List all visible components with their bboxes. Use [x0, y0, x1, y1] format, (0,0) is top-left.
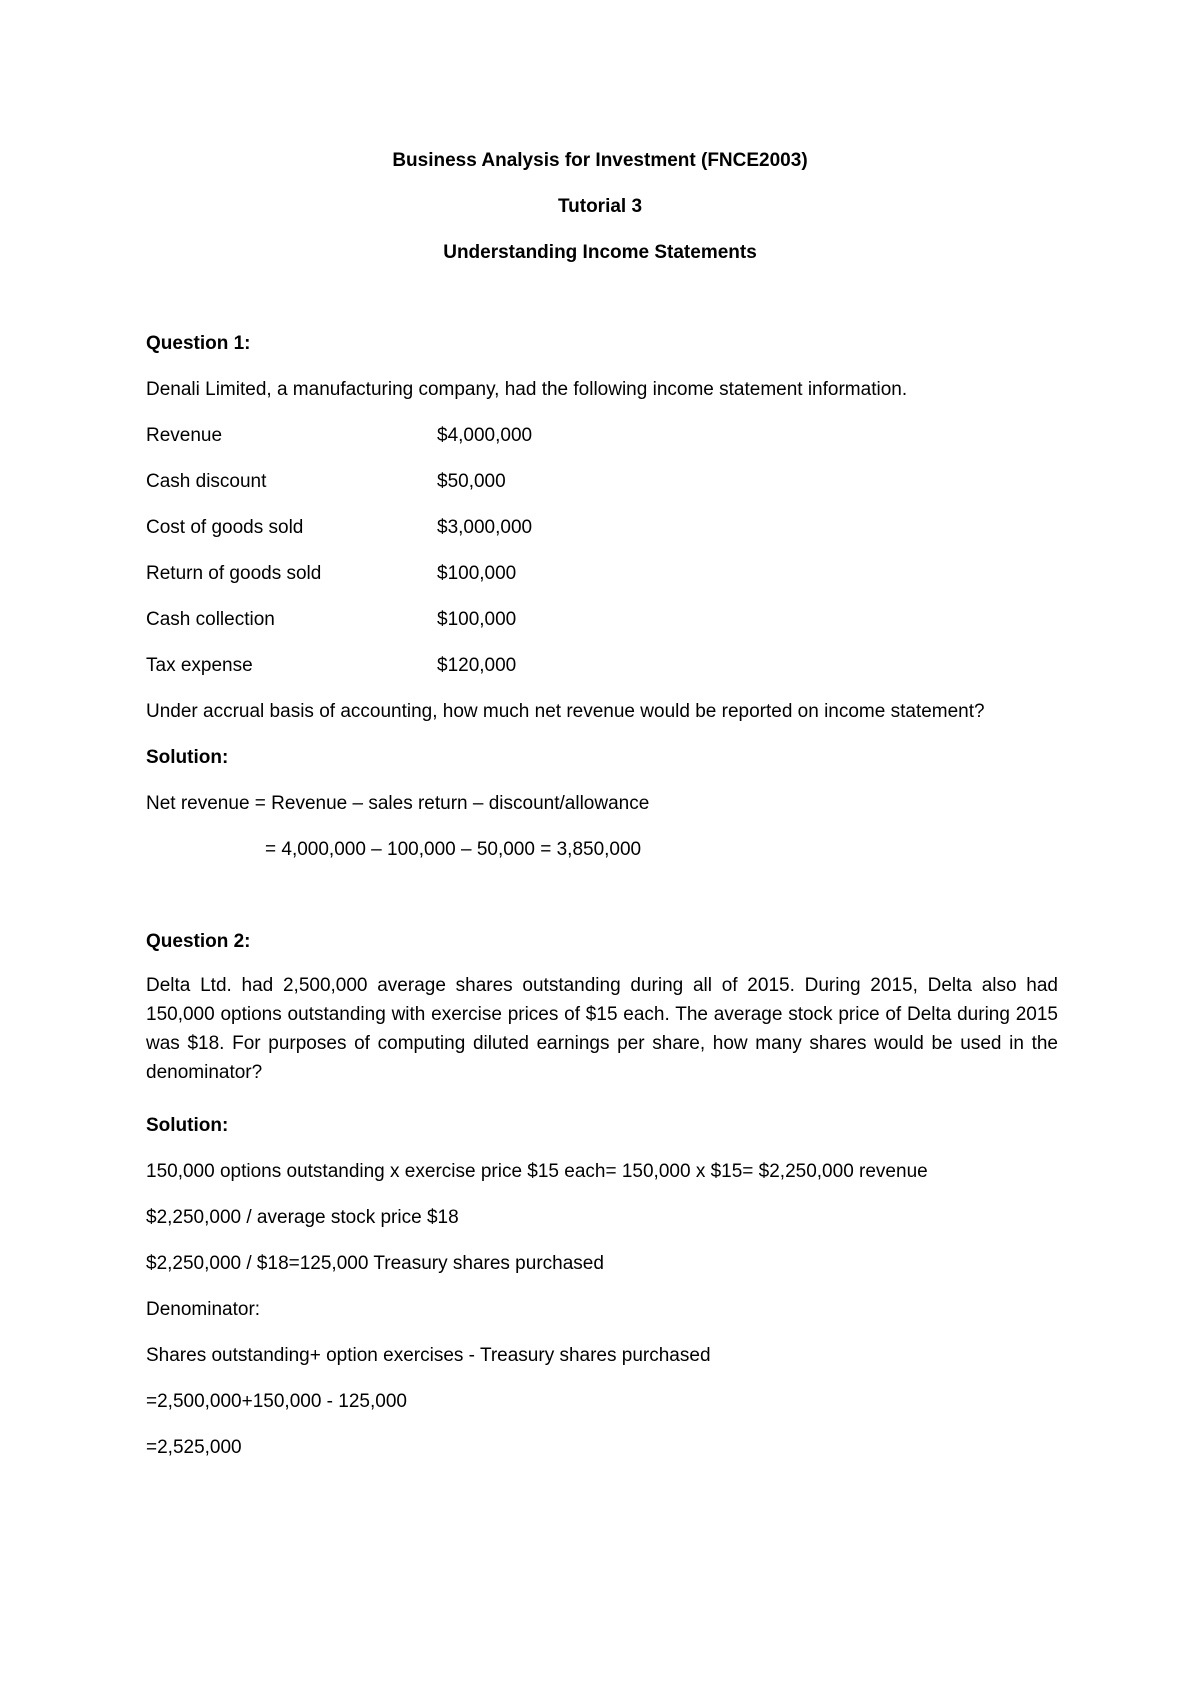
row-label-revenue: Revenue	[146, 425, 223, 446]
course-title: Business Analysis for Investment (FNCE2003)	[392, 150, 808, 171]
row-label-cogs: Cost of goods sold	[146, 517, 304, 538]
row-value-return: $100,000	[437, 563, 517, 584]
tutorial-title: Tutorial 3	[557, 196, 643, 217]
question-2-solution-heading: Solution:	[146, 1115, 229, 1136]
row-label-return: Return of goods sold	[146, 563, 322, 584]
row-value-tax: $120,000	[437, 655, 517, 676]
question-1-formula: Net revenue = Revenue – sales return – discount/allowance	[146, 793, 650, 814]
solution-line-1: 150,000 options outstanding x exercise price $15 each= 150,000 x $15= $2,250,000 revenue	[146, 1161, 928, 1182]
solution-line-7: =2,525,000	[146, 1437, 242, 1458]
row-value-cogs: $3,000,000	[437, 517, 533, 538]
row-value-cash-discount: $50,000	[437, 471, 506, 492]
question-2-text: Delta Ltd. had 2,500,000 average shares outstanding during all of 2015. During 2015, Delta also had 150,000 options outstanding with exercise prices of $15 each. The average stock price of Delta during 2015 was $18. For purposes of computing diluted earnings per share, how many shares would be used in the denominator?	[146, 975, 1058, 1083]
solution-line-5: Shares outstanding+ option exercises - Treasury shares purchased	[146, 1345, 711, 1366]
question-1-solution-heading: Solution:	[146, 747, 229, 768]
solution-line-2: $2,250,000 / average stock price $18	[146, 1207, 459, 1228]
question-1-calculation: = 4,000,000 – 100,000 – 50,000 = 3,850,000	[265, 839, 642, 860]
question-1-text: Under accrual basis of accounting, how much net revenue would be reported on income statement?	[146, 701, 985, 722]
row-value-revenue: $4,000,000	[437, 425, 533, 446]
question-1-heading: Question 1:	[146, 333, 251, 354]
topic-title: Understanding Income Statements	[443, 242, 757, 263]
row-value-cash-collection: $100,000	[437, 609, 517, 630]
solution-line-3: $2,250,000 / $18=125,000 Treasury shares purchased	[146, 1253, 604, 1274]
row-label-cash-discount: Cash discount	[146, 471, 267, 492]
row-label-tax: Tax expense	[146, 655, 253, 676]
question-2-heading: Question 2:	[146, 931, 251, 952]
solution-line-4: Denominator:	[146, 1299, 261, 1320]
solution-line-6: =2,500,000+150,000 - 125,000	[146, 1391, 407, 1412]
row-label-cash-collection: Cash collection	[146, 609, 275, 630]
question-1-intro: Denali Limited, a manufacturing company, had the following income statement information.	[146, 379, 908, 400]
